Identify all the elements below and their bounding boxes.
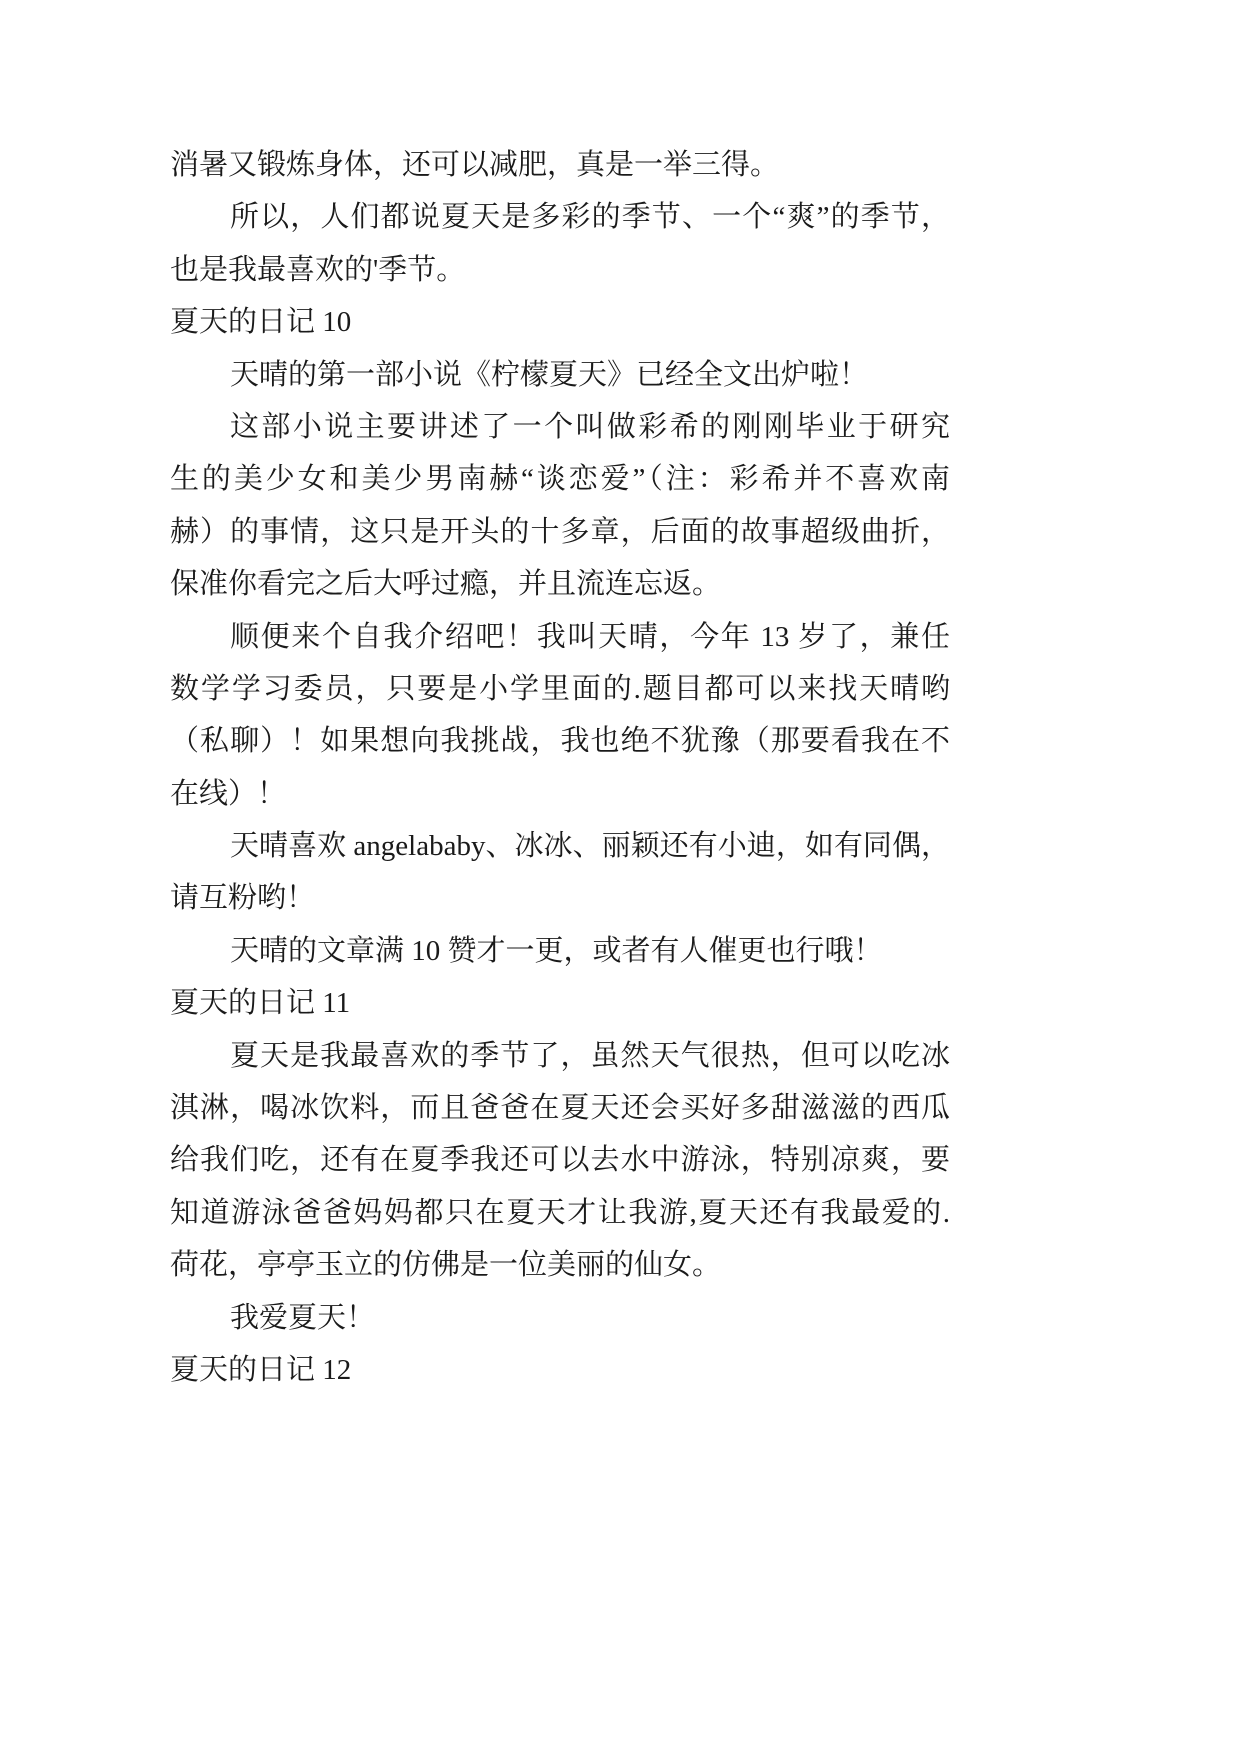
text-line: 赫）的事情，这只是开头的十多章，后面的故事超级曲折，: [170, 515, 950, 548]
paragraph: [170, 349, 950, 401]
text-line: 知道游泳爸爸妈妈都只在夏天才让我游,夏天还有我最爱的.: [170, 1196, 950, 1229]
text-line: 淇淋，喝冰饮料，而且爸爸在夏天还会买好多甜滋滋的西瓜: [170, 1092, 950, 1125]
text-line: 我爱夏天！: [230, 1301, 376, 1334]
text-line: 数学学习委员，只要是小学里面的.题目都可以来找天晴哟: [170, 672, 950, 705]
text-line: 在线）！: [170, 777, 287, 810]
entry-title: 夏天的日记 11: [170, 987, 351, 1020]
text-line: 天晴的第一部小说《柠檬夏天》已经全文出炉啦！: [230, 358, 869, 391]
paragraph: [170, 401, 950, 611]
paragraph: [170, 191, 950, 296]
paragraph: [170, 139, 950, 191]
diary-entry-11: [170, 977, 950, 1344]
diary-entry-10: [170, 296, 950, 977]
diary-entry-12: [170, 1344, 950, 1396]
text-line: 给我们吃，还有在夏季我还可以去水中游泳，特别凉爽，要: [170, 1144, 950, 1177]
text-line: 荷花，亭亭玉立的仿佛是一位美丽的仙女。: [170, 1249, 722, 1282]
paragraph: [170, 925, 950, 977]
paragraph: [170, 611, 950, 821]
text-line: 夏天是我最喜欢的季节了，虽然天气很热，但可以吃冰: [230, 1039, 950, 1072]
text-line: 保准你看完之后大呼过瘾，并且流连忘返。: [170, 568, 722, 601]
paragraph: [170, 820, 950, 925]
text-line: 顺便来个自我介绍吧！我叫天晴，今年 13 岁了，兼任: [230, 620, 950, 653]
text-line: 天晴喜欢 angelababy、冰冰、丽颖还有小迪，如有同偶，: [230, 830, 950, 863]
text-line: （私聊）！如果想向我挑战，我也绝不犹豫（那要看我在不: [170, 725, 950, 758]
paragraph: [170, 1030, 950, 1292]
entry-title: 夏天的日记 12: [170, 1353, 352, 1386]
text-line: 所以，人们都说夏天是多彩的季节、一个“爽”的季节，: [230, 201, 950, 234]
text-line: 这部小说主要讲述了一个叫做彩希的刚刚毕业于研究: [230, 410, 950, 443]
text-line: 消暑又锻炼身体，还可以减肥，真是一举三得。: [170, 149, 780, 181]
text-line: 也是我最喜欢的'季节。: [170, 253, 466, 286]
diary-entry-continued: [170, 139, 950, 296]
text-line: 请互粉哟！: [170, 882, 316, 915]
text-line: 生的美少女和美少男南赫“谈恋爱”（注：彩希并不喜欢南: [170, 463, 950, 496]
entry-title: 夏天的日记 10: [170, 306, 352, 339]
paragraph: [170, 1292, 950, 1344]
document-body: [170, 139, 950, 1396]
text-line: 天晴的文章满 10 赞才一更，或者有人催更也行哦！: [230, 934, 883, 967]
